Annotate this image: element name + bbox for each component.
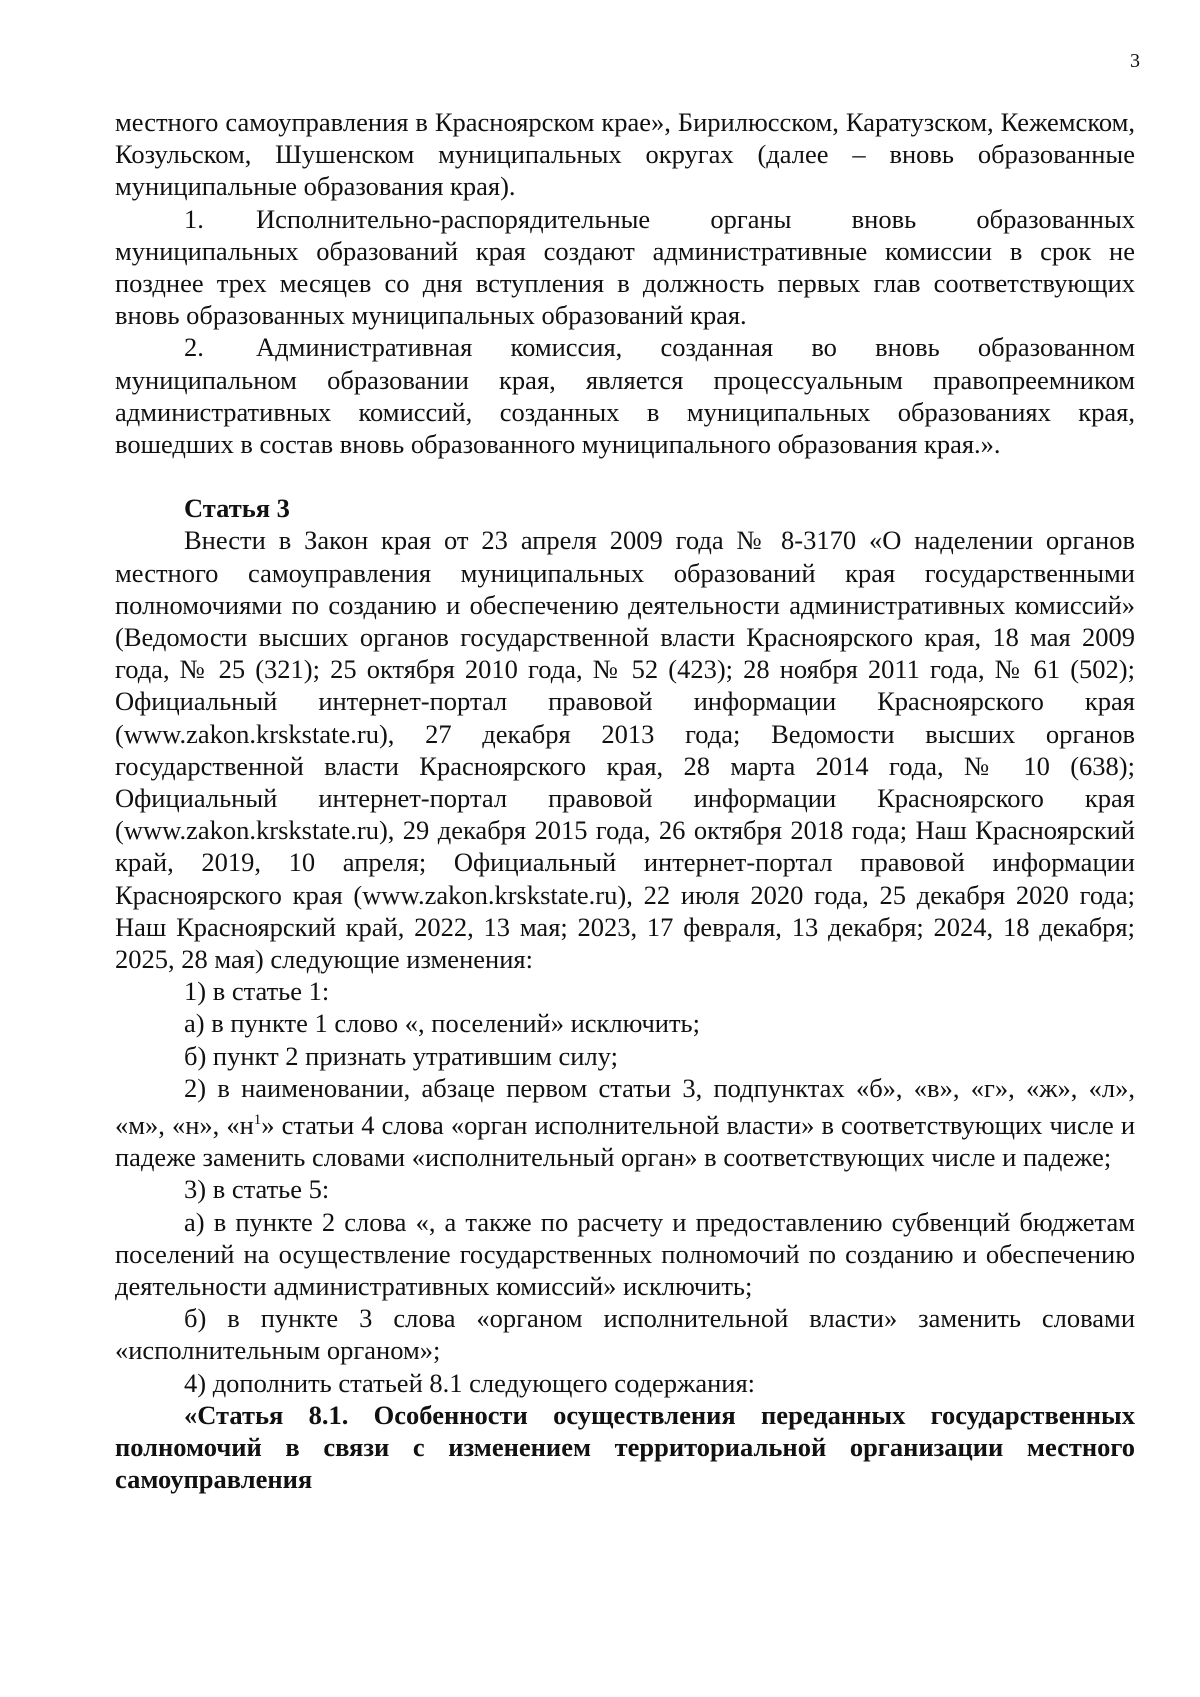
superscript: 1 [253,1112,262,1129]
document-body [115,106,1135,1495]
amendment-2-text-start: 2) в наименовании, абзаце первом статьи 3, подпунктах «б», «в», «г», «ж», «л», «м», «н», «н [115,1072,1135,1140]
article-3-intro: Внести в Закон края от 23 апреля 2009 года № 8-3170 «О наделении органов местного самоуправления муниципальных образований края государственными полномочиями по созданию и обеспечению деятельности административных комиссий» (Ведомости высших органов государственной власти Красноярского края, 18 мая 2009 года, № 25 (321); 25 октября 2010 года, № 52 (423); 28 ноября 2011 года, № 61 (502); Официальный интернет-портал правовой информации Красноярского края (www.zakon.krskstate.ru), 27 декабря 2013 года; Ведомости высших органов государственной власти Красноярского края, 28 марта 2014 года, № 10 (638); Официальный интернет-портал правовой информации Красноярского края (www.zakon.krskstate.ru), 29 декабря 2015 года, 26 октября 2018 года; Наш Красноярский край, 2019, 10 апреля; Официальный интернет-портал правовой информации Красноярского края (www.zakon.krskstate.ru), 22 июля 2020 года, 25 декабря 2020 года; Наш Красноярский край, 2022, 13 мая; 2023, 17 февраля, 13 декабря; 2024, 18 декабря; 2025, 28 мая) следующие изменения: [115,525,1135,975]
amendment-3b: б) в пункте 3 слова «органом исполнительной власти» заменить словами «исполнительным органом»; [115,1303,1135,1366]
amendment-4: 4) дополнить статьей 8.1 следующего содержания: [184,1367,756,1398]
list-item-1 [115,203,1135,332]
list-item-text: Исполнительно-распорядительные органы вновь образованных муниципальных образований края создают административные комиссии в срок не позднее трех месяцев со дня вступления в должность первых глав соответствующих вновь образованных муниципальных образований края. [115,203,1135,331]
paragraph-continuation: местного самоуправления в Красноярском крае», Бирилюсском, Каратузском, Кежемском, Козульском, Шушенском муниципальных округах (далее – вновь образованные муниципальные образования края). [115,107,1135,202]
amendment-1b: б) пункт 2 признать утратившим силу; [184,1040,618,1071]
amendment-1a: а) в пункте 1 слово «, поселений» исключить; [184,1008,700,1039]
list-item-number: 1. [184,203,204,234]
amendment-2 [115,1072,1135,1173]
amendment-3a: а) в пункте 2 слова «, а также по расчету и предоставлению субвенций бюджетам поселений на осуществление государственных полномочий по созданию и обеспечению деятельности административных комиссий» исключить; [115,1206,1135,1301]
list-item-text: Административная комиссия, созданная во вновь образованном муниципальном образовании края, является процессуальным правопреемником административных комиссий, созданных в муниципальных образованиях края, вошедших в состав вновь образованного муниципального образования края.». [115,332,1135,460]
article-3-title: Статья 3 [184,493,290,524]
page-number: 3 [1130,50,1140,72]
amendment-2-text-end: » статьи 4 слова «орган исполнительной власти» в соответствующих числе и падеже заменить словами «исполнительный орган» в соответствующих числе и падеже; [115,1109,1135,1173]
amendment-3: 3) в статье 5: [184,1174,330,1205]
article-8-1-heading: «Статья 8.1. Особенности осуществления переданных государственных полномочий в связи с изменением территориальной организации местного самоуправления [115,1399,1135,1495]
list-item-2 [115,331,1135,460]
list-item-number: 2. [184,332,204,363]
amendment-1: 1) в статье 1: [184,976,330,1007]
